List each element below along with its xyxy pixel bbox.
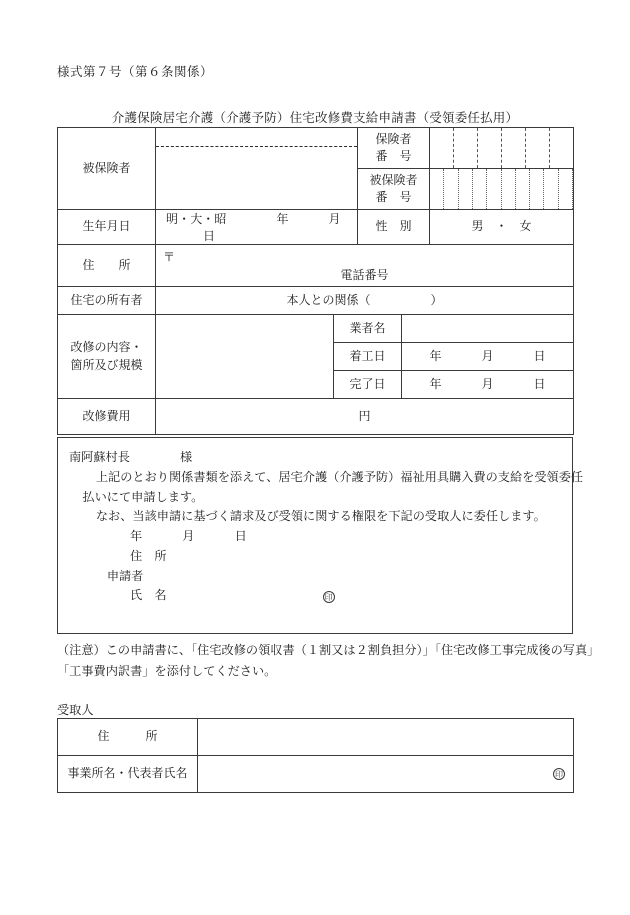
application-statement-box [57, 437, 584, 634]
insurer-number-input-cell[interactable] [430, 128, 574, 169]
page-title: 介護保険居宅介護（介護予防）住宅改修費支給申請書（受領委任払用） [111, 111, 519, 125]
addressee-honorific: 様 [180, 450, 193, 464]
statement-line-2: 払いにて申請します。 [82, 489, 204, 504]
statement-day-label: 日 [234, 529, 247, 544]
statement-line-1: 上記のとおり関係書類を添えて、居宅介護（介護予防）福祉用具購入費の支給を受領委任 [95, 469, 584, 484]
table-row-contractor [58, 315, 574, 343]
insured-number-label-line2: 番 号 [375, 190, 412, 204]
statement-date-line[interactable] [69, 527, 561, 547]
renovation-label-line2: 箇所及び規模 [70, 357, 143, 372]
payee-seal-icon: 印 [555, 770, 563, 779]
table-row-address [58, 245, 574, 287]
table-row-cost [58, 399, 574, 435]
birthdate-label: 生年月日 [58, 210, 156, 245]
insured-number-label-cell [358, 169, 430, 210]
gender-label: 性 別 [358, 210, 430, 245]
table-row-payee-office [58, 756, 574, 793]
payee-address-input-cell[interactable] [198, 719, 574, 756]
end-date-year-label: 年 [429, 376, 442, 391]
renovation-detail-input-cell[interactable] [156, 315, 334, 399]
table-row-birthdate-gender [58, 210, 574, 245]
payee-section-title: 受取人 [57, 703, 94, 717]
name-dashed-guide [156, 146, 357, 147]
end-date-month-label: 月 [481, 376, 494, 391]
birthdate-day-label: 日 [203, 229, 216, 243]
contractor-input-cell[interactable] [402, 315, 574, 343]
statement-month-label: 月 [182, 529, 195, 544]
end-date-day-label: 日 [533, 376, 546, 391]
relation-to-self-field[interactable]: 本人との関係（ ） [156, 287, 574, 315]
insured-number-segments[interactable] [430, 169, 573, 209]
renovation-cost-input-cell[interactable] [156, 399, 574, 435]
note-line-1: （注意）この申請書に、「住宅改修の領収書（１割又は２割負担分）」「住宅改修工事完成後の写真」 [57, 643, 600, 657]
home-owner-label: 住宅の所有者 [58, 287, 156, 315]
yen-unit-label: 円 [358, 408, 371, 423]
start-date-month-label: 月 [481, 348, 494, 363]
table-row-payee-address [58, 719, 574, 756]
start-date-input-cell[interactable] [402, 343, 574, 371]
applicant-name-label: 氏 名 [130, 588, 167, 603]
birthdate-month-label: 月 [328, 212, 341, 226]
birthdate-input-cell[interactable] [156, 210, 358, 245]
payee-table [57, 718, 574, 793]
insured-person-label-cell [58, 128, 156, 210]
note-line-2: 「工事費内訳書」を添付してください。 [57, 663, 277, 678]
postal-code-icon: 〒 [163, 250, 176, 264]
contractor-label: 業者名 [334, 315, 402, 343]
insured-number-input-cell[interactable] [430, 169, 574, 210]
start-date-year-label: 年 [429, 348, 442, 363]
renovation-cost-label: 改修費用 [58, 399, 156, 435]
payee-office-label: 事業所名・代表者氏名 [58, 756, 198, 793]
insured-name-input-cell[interactable] [156, 128, 358, 210]
statement-line-3: なお、当該申請に基づく請求及び受領に関する権限を下記の受取人に委任します。 [95, 509, 546, 524]
table-row-home-owner [58, 287, 574, 315]
insurer-number-label-line1: 保険者 [375, 131, 412, 146]
form-number: 様式第７号（第６条関係） [57, 65, 214, 79]
insurer-number-segments[interactable] [430, 128, 573, 168]
table-row-insurer-number [58, 128, 574, 169]
end-date-input-cell[interactable] [402, 371, 574, 399]
insurer-number-label-cell [358, 128, 430, 169]
end-date-label: 完了日 [334, 371, 402, 399]
statement-year-label: 年 [130, 529, 143, 544]
birthdate-era-options[interactable]: 明・大・昭 [166, 212, 227, 226]
insurer-number-label-line2: 番 号 [375, 149, 412, 163]
renovation-detail-label-cell [58, 315, 156, 399]
addressee-line [69, 448, 561, 468]
applicant-address-label[interactable]: 住 所 [130, 548, 167, 563]
birthdate-year-label: 年 [276, 212, 289, 226]
renovation-label-line1: 改修の内容・ [70, 340, 143, 355]
address-label: 住 所 [58, 245, 156, 287]
insured-number-label-line1: 被保険者 [369, 172, 418, 187]
start-date-day-label: 日 [533, 348, 546, 363]
insured-person-label: 被保険者 [82, 160, 131, 175]
start-date-label: 着工日 [334, 343, 402, 371]
gender-options[interactable]: 男 ・ 女 [430, 210, 574, 245]
payee-office-input-cell[interactable] [198, 756, 574, 793]
application-main-table [57, 127, 574, 435]
payee-address-label: 住 所 [58, 719, 198, 756]
addressee-name: 南阿蘇村長 [69, 450, 130, 464]
attachment-note [57, 640, 600, 682]
telephone-label: 電話番号 [340, 268, 389, 282]
seal-icon: 印 [324, 592, 333, 602]
applicant-label: 申請者 [106, 568, 144, 583]
address-input-cell[interactable] [156, 245, 574, 287]
applicant-name-line[interactable] [69, 586, 561, 606]
